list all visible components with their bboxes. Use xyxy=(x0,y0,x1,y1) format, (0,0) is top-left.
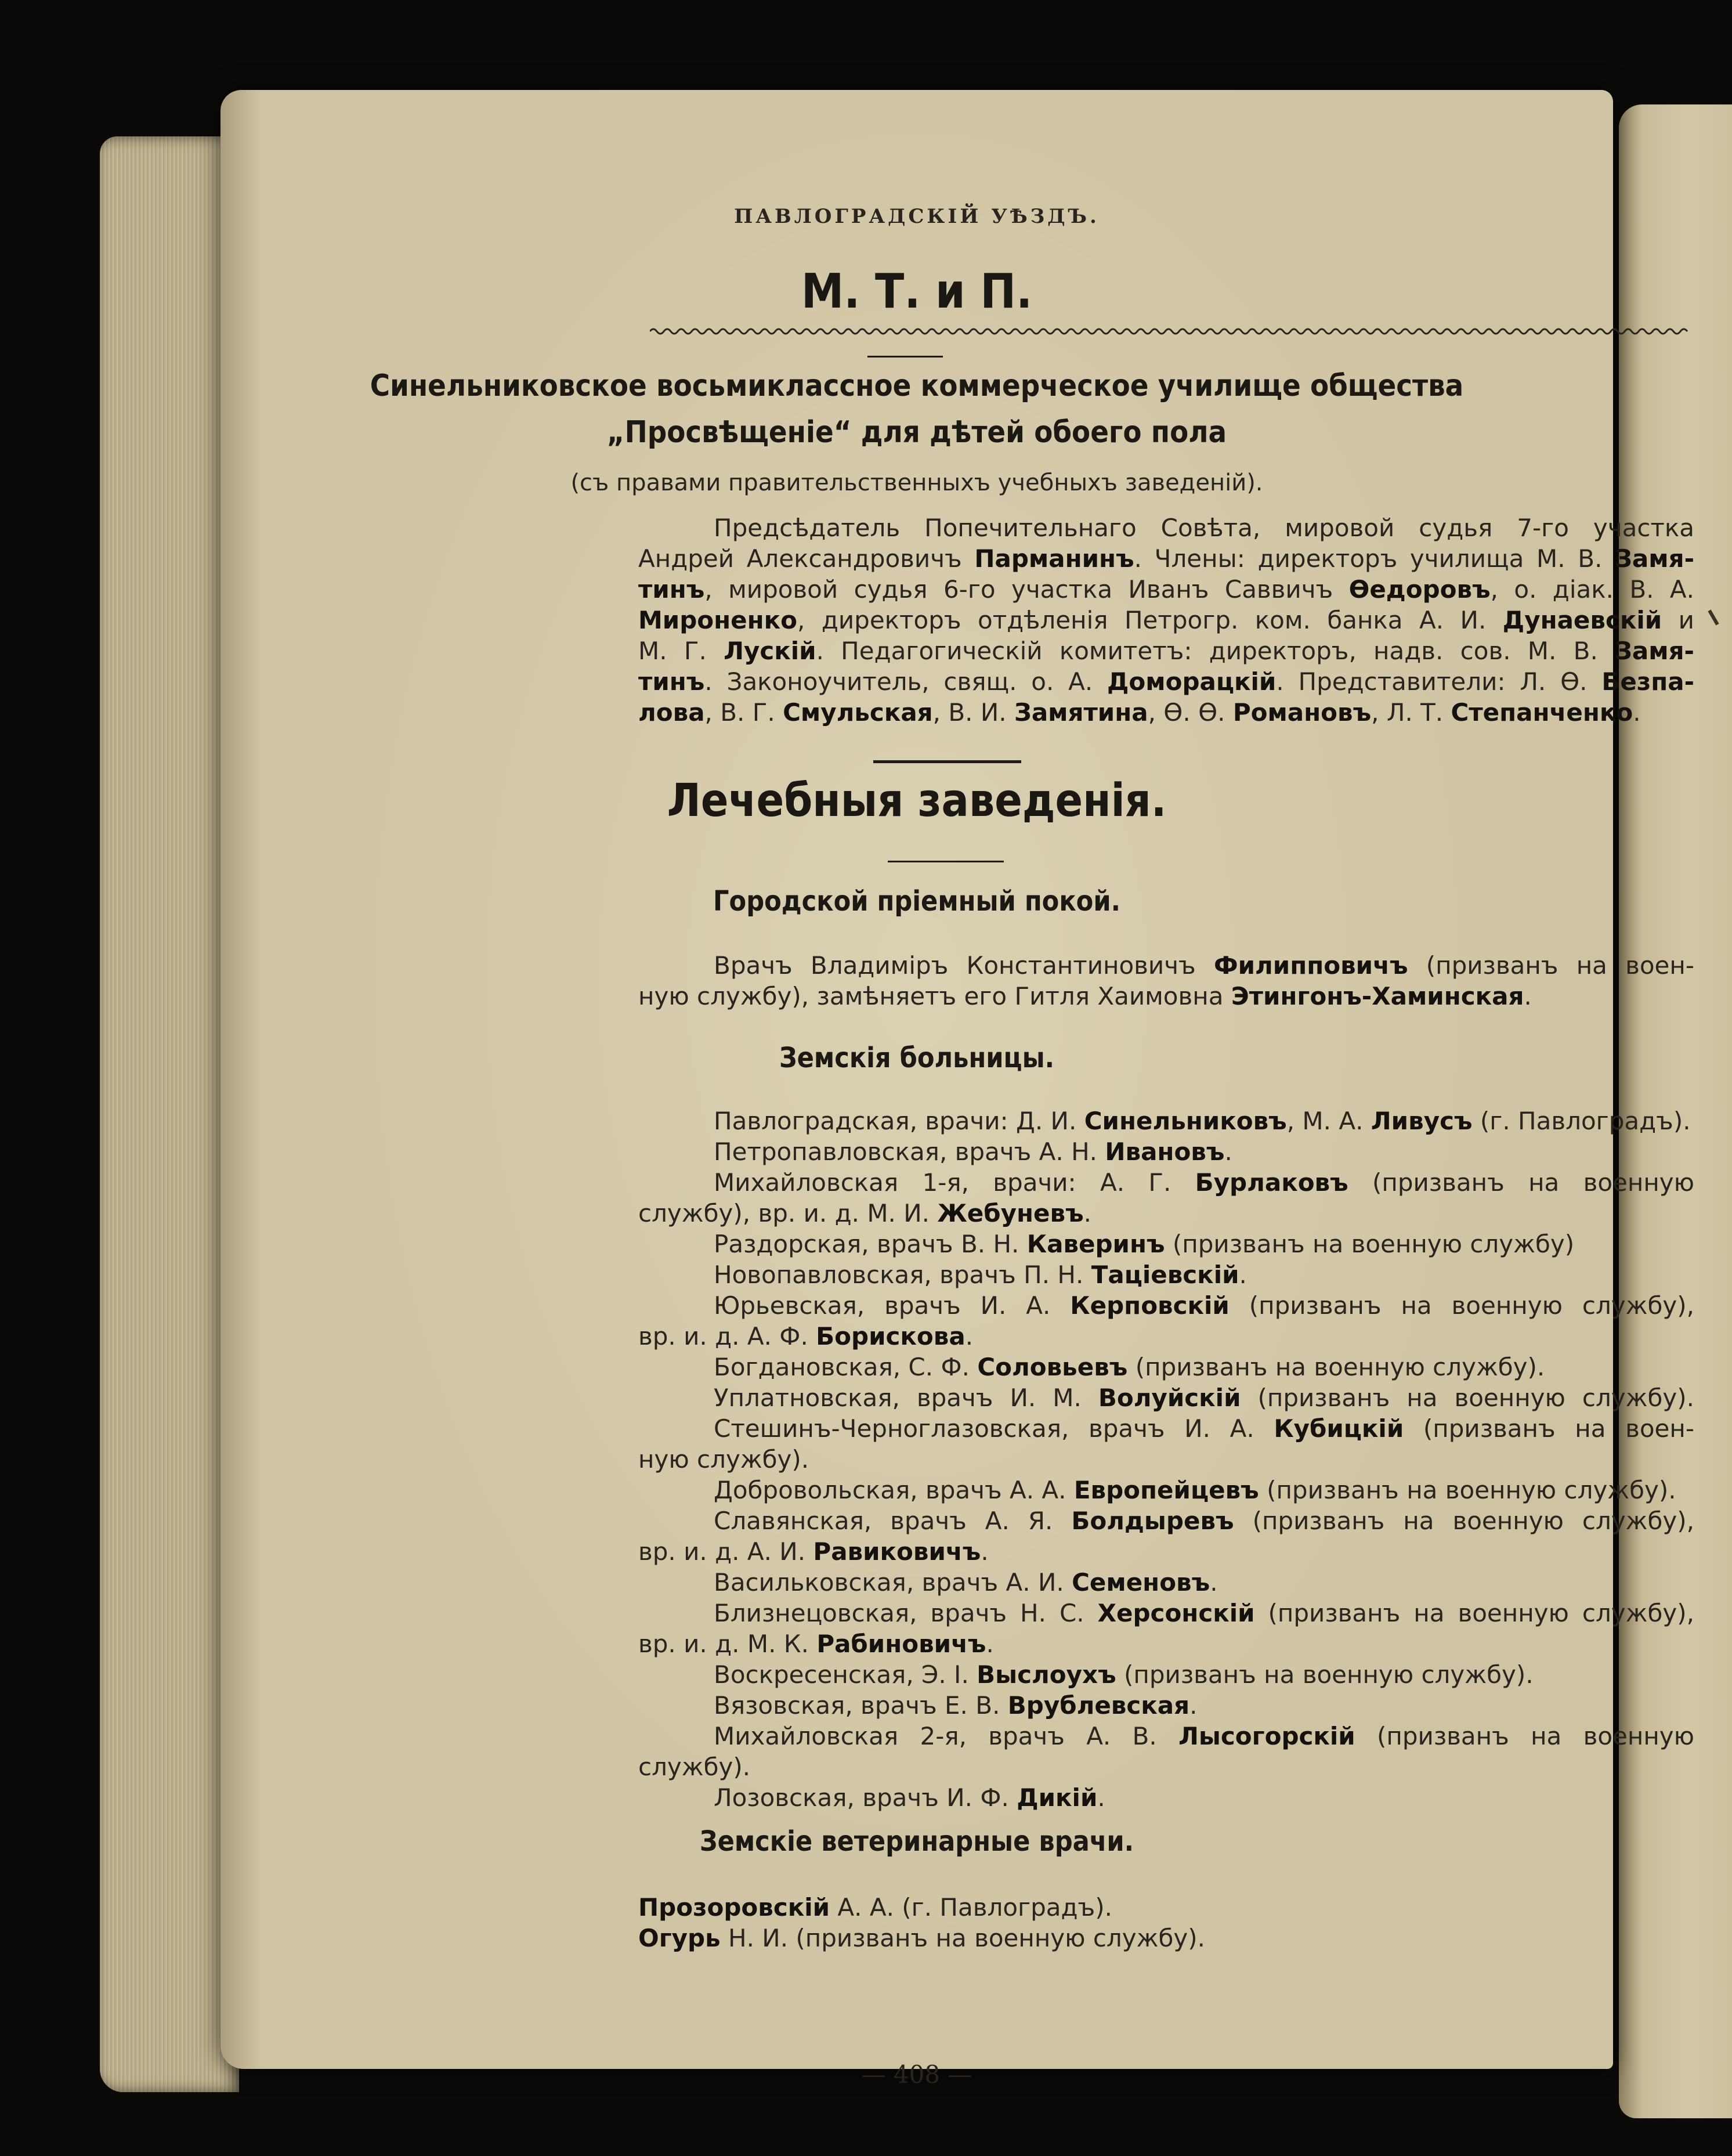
text-line xyxy=(638,1721,1694,1751)
text-run: Н. И. (призванъ на военную службу). xyxy=(720,1924,1205,1952)
text-run: . xyxy=(1189,1691,1198,1720)
text-run: Стешинъ-Черноглазовская, врачъ И. А. xyxy=(714,1414,1274,1443)
text-line xyxy=(638,1259,1694,1290)
school-note: (съ правами правительственныхъ учебныхъ заведеній). xyxy=(570,470,1263,496)
text-line xyxy=(638,635,1694,666)
text-run: службу), вр. и. д. М. И. xyxy=(638,1199,938,1227)
bold-name: Соловьевъ xyxy=(977,1353,1128,1381)
margin-mark xyxy=(1708,609,1719,625)
text-run: (призванъ на воен- xyxy=(1408,951,1694,980)
text-line xyxy=(638,574,1694,605)
text-run: (призванъ на воен- xyxy=(1404,1414,1694,1443)
text-line xyxy=(638,1892,1694,1923)
text-run: . Представители: Л. Ѳ. xyxy=(1276,667,1602,696)
section-rule xyxy=(873,760,1021,763)
text-run: . Педагогическій комитетъ: директоръ, надв. сов. М. В. xyxy=(816,637,1615,665)
bold-name: Доморацкій xyxy=(1107,667,1277,696)
bold-name: Романовъ xyxy=(1232,698,1372,727)
bold-name: Волуйскій xyxy=(1098,1384,1241,1412)
bold-name: Рабиновичъ xyxy=(816,1630,986,1658)
text-run: Раздорская, врачъ В. Н. xyxy=(714,1230,1027,1258)
bold-name: Ливусъ xyxy=(1371,1107,1473,1135)
bold-name: Парманинъ xyxy=(974,544,1134,573)
wavy-rule xyxy=(650,324,1700,338)
text-run: вр. и. д. А. И. xyxy=(638,1537,813,1566)
short-rule-2 xyxy=(888,861,1004,862)
bold-name: Прозоровскій xyxy=(638,1893,830,1922)
text-run: (призванъ на военную службу). xyxy=(1259,1476,1676,1504)
text-line xyxy=(638,1198,1694,1229)
bold-name: Равиковичъ xyxy=(813,1537,981,1566)
text-run: . xyxy=(1224,1137,1232,1166)
bold-name: Таціевскій xyxy=(1091,1261,1239,1289)
text-line xyxy=(638,697,1694,728)
text-line xyxy=(638,1290,1694,1321)
text-line xyxy=(638,981,1694,1012)
text-line xyxy=(638,1782,1694,1813)
bold-name: Дунаевскій xyxy=(1502,606,1662,634)
text-run: , мировой судья 6-го участка Иванъ Саввичъ xyxy=(704,575,1349,604)
text-line xyxy=(638,950,1694,981)
text-run: . xyxy=(965,1322,974,1350)
text-run: (призванъ на военную службу), xyxy=(1234,1507,1695,1535)
bold-name: Болдыревъ xyxy=(1071,1507,1234,1535)
text-run: Михайловская 1-я, врачи: А. Г. xyxy=(714,1168,1195,1197)
school-paragraph xyxy=(638,512,1694,728)
bold-name: Выслоухъ xyxy=(977,1660,1116,1689)
section-title-medical: Лечебныя заведенія. xyxy=(667,775,1167,827)
text-run: , директоръ отдѣленія Петрогр. ком. банка А. И. xyxy=(797,606,1503,634)
text-run: Славянская, врачъ А. Я. xyxy=(714,1507,1072,1535)
short-rule xyxy=(867,356,943,357)
text-run: А. А. (г. Павлоградъ). xyxy=(830,1893,1112,1922)
bold-name: Каверинъ xyxy=(1026,1230,1165,1258)
text-line xyxy=(638,666,1694,697)
text-run: . xyxy=(1210,1568,1218,1597)
bold-name: Лускій xyxy=(724,637,816,665)
text-run: вр. и. д. А. Ф. xyxy=(638,1322,816,1350)
text-line xyxy=(638,543,1694,574)
text-run: (призванъ на военную службу) xyxy=(1165,1230,1575,1258)
text-line xyxy=(638,1413,1694,1444)
text-run: ную службу). xyxy=(638,1445,809,1474)
bold-name: Смульская xyxy=(783,698,933,727)
text-line xyxy=(638,1475,1694,1505)
text-run: (г. Павлоградъ). xyxy=(1472,1107,1691,1135)
vet-list xyxy=(638,1892,1694,1953)
text-run: , Л. Т. xyxy=(1371,698,1451,727)
text-line xyxy=(638,1382,1694,1413)
text-run: М. Г. xyxy=(638,637,724,665)
bold-name: Этингонъ-Хаминская xyxy=(1231,982,1524,1010)
text-run: ную службу), замѣняетъ его Гитля Хаимовна xyxy=(638,982,1231,1010)
text-line xyxy=(638,1628,1694,1659)
bold-name: Врублевская xyxy=(1007,1691,1190,1720)
text-run: . Законоучитель, свящ. о. А. xyxy=(704,667,1107,696)
text-run: и xyxy=(1662,606,1694,634)
bold-name: Херсонскій xyxy=(1097,1599,1255,1627)
bold-name: Бурлаковъ xyxy=(1195,1168,1348,1197)
text-line xyxy=(638,1167,1694,1198)
text-run: Воскресенская, Э. І. xyxy=(714,1660,977,1689)
text-line xyxy=(638,1598,1694,1628)
text-run: . xyxy=(1083,1199,1091,1227)
text-run: (призванъ на военную службу), xyxy=(1254,1599,1694,1627)
text-run: (призванъ на военную службу). xyxy=(1127,1353,1545,1381)
text-run: . Члены: директоръ училища М. В. xyxy=(1134,544,1615,573)
text-line xyxy=(638,1659,1694,1690)
text-line xyxy=(638,1567,1694,1598)
text-run: Врачъ Владиміръ Константиновичъ xyxy=(714,951,1214,980)
bold-name: Семеновъ xyxy=(1072,1568,1210,1597)
bold-name: тинъ xyxy=(638,667,705,696)
city-paragraph xyxy=(638,950,1694,1012)
zemstvo-list xyxy=(638,1106,1694,1813)
text-run: Андрей Александровичъ xyxy=(638,544,975,573)
text-line xyxy=(638,605,1694,635)
bold-name: Замя- xyxy=(1615,544,1695,573)
text-run: (призванъ на военную xyxy=(1355,1722,1695,1750)
text-line xyxy=(638,1505,1694,1536)
text-line xyxy=(638,1136,1694,1167)
text-run: Добровольская, врачъ А. А. xyxy=(714,1476,1074,1504)
text-run: Михайловская 2-я, врачъ А. В. xyxy=(714,1722,1179,1750)
text-run: (призванъ на военную службу). xyxy=(1116,1660,1534,1689)
text-run: Вязовская, врачъ Е. В. xyxy=(714,1691,1008,1720)
text-line xyxy=(638,1229,1694,1259)
running-head: ПАВЛОГРАДСКІЙ УѢЗДЪ. xyxy=(734,205,1100,228)
page-number: — 408 — xyxy=(861,2060,972,2089)
text-run: (призванъ на военную xyxy=(1348,1168,1694,1197)
text-run: Уплатновская, врачъ И. М. xyxy=(714,1384,1098,1412)
text-line xyxy=(638,1923,1694,1953)
school-title-line2: „Просвѣщеніе“ для дѣтей обоего пола xyxy=(606,415,1227,450)
text-run: (призванъ на военную службу), xyxy=(1229,1291,1694,1320)
text-run: Близнецовская, врачъ Н. С. xyxy=(714,1599,1098,1627)
text-run: (призванъ на военную службу). xyxy=(1241,1384,1694,1412)
bold-name: Мироненко xyxy=(638,606,798,634)
bold-name: Синельниковъ xyxy=(1084,1107,1287,1135)
bold-name: Филипповичъ xyxy=(1213,951,1408,980)
bold-name: тинъ xyxy=(638,575,705,604)
bold-name: Ѳедоровъ xyxy=(1348,575,1491,604)
left-page-edges xyxy=(100,136,239,2092)
bold-name: Дикій xyxy=(1017,1783,1098,1812)
bold-name: Ивановъ xyxy=(1105,1137,1225,1166)
bold-name: Европейцевъ xyxy=(1073,1476,1259,1504)
bold-name: лова xyxy=(638,698,705,727)
school-title-line1: Синельниковское восьмиклассное коммерческое училище общества xyxy=(370,369,1464,403)
bold-name: Борискова xyxy=(816,1322,966,1350)
text-run: . xyxy=(1524,982,1532,1010)
text-run: Васильковская, врачъ А. И. xyxy=(714,1568,1072,1597)
bold-name: Огурь xyxy=(638,1924,721,1952)
text-run: Богдановская, С. Ф. xyxy=(714,1353,978,1381)
bold-name: Кубицкій xyxy=(1274,1414,1404,1443)
text-run: вр. и. д. М. К. xyxy=(638,1630,817,1658)
text-run: службу). xyxy=(638,1753,751,1781)
text-line xyxy=(638,1321,1694,1352)
text-run: . xyxy=(1633,698,1641,727)
bold-name: Безпа- xyxy=(1601,667,1695,696)
text-run: Петропавловская, врачъ А. Н. xyxy=(714,1137,1105,1166)
text-run: Предсѣдатель Попечительнаго Совѣта, мировой судья 7-го участка xyxy=(714,514,1694,542)
text-run: . xyxy=(986,1630,994,1658)
text-run: , М. А. xyxy=(1286,1107,1371,1135)
text-line xyxy=(638,1690,1694,1721)
bold-name: Замятина xyxy=(1014,698,1148,727)
text-run: , о. діак. В. А. xyxy=(1490,575,1694,604)
text-run: , В. И. xyxy=(932,698,1014,727)
text-line xyxy=(638,1444,1694,1475)
text-run: . xyxy=(1097,1783,1105,1812)
text-line xyxy=(638,1352,1694,1382)
bold-name: Замя- xyxy=(1615,637,1694,665)
book-page xyxy=(220,90,1695,2089)
bold-name: Степанченко xyxy=(1451,698,1633,727)
text-run: , Ѳ. Ѳ. xyxy=(1148,698,1233,727)
bold-name: Жебуневъ xyxy=(937,1199,1084,1227)
text-run: . xyxy=(981,1537,989,1566)
bold-name: Лысогорскій xyxy=(1178,1722,1355,1750)
text-line xyxy=(638,1751,1694,1782)
section-title-mtp: М. Т. и П. xyxy=(801,264,1033,319)
text-line xyxy=(638,512,1694,543)
bold-name: Керповскій xyxy=(1070,1291,1230,1320)
text-line xyxy=(638,1106,1694,1136)
text-run: Новопавловская, врачъ П. Н. xyxy=(714,1261,1091,1289)
text-run: Юрьевская, врачъ И. А. xyxy=(714,1291,1071,1320)
text-run: , В. Г. xyxy=(704,698,783,727)
text-run: . xyxy=(1239,1261,1247,1289)
text-run: Лозовская, врачъ И. Ф. xyxy=(714,1783,1017,1812)
text-run: Павлоградская, врачи: Д. И. xyxy=(714,1107,1084,1135)
city-title: Городской пріемный покой. xyxy=(713,885,1120,918)
text-line xyxy=(638,1536,1694,1567)
vet-title: Земскіе ветеринарные врачи. xyxy=(699,1825,1134,1858)
zemstvo-title: Земскія больницы. xyxy=(779,1042,1055,1074)
